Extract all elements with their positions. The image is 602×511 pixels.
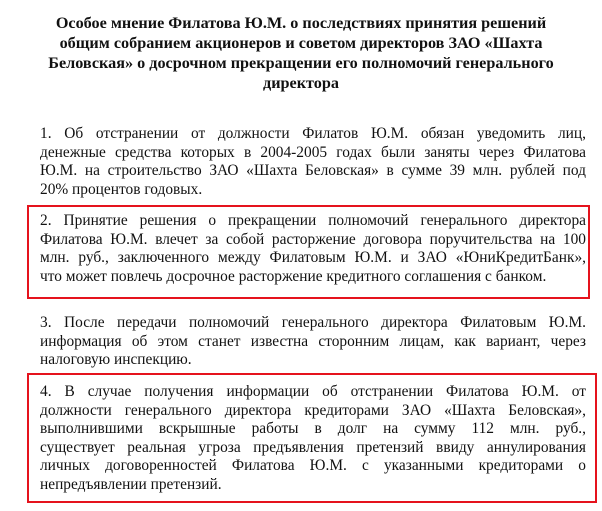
- paragraph-line: выполнившими вскрышные работы в долг на сумму 112 млн. руб.,: [40, 420, 586, 438]
- paragraph-line: должности генерального директора кредиторами ЗАО «Шахта Беловская»,: [40, 401, 586, 419]
- paragraph-line: 4. В случае получения информации об отстранении Филатова Ю.М. от: [40, 383, 586, 400]
- paragraph-line: непредъявлении претензий.: [40, 475, 222, 493]
- paragraph-line: налоговую инспекцию.: [40, 351, 192, 369]
- document-title: [40, 13, 562, 93]
- paragraph-line: 1. Об отстранении от должности Филатов Ю.М. обязан уведомить лиц,: [40, 125, 586, 142]
- title-line: Беловская» о досрочном прекращении его полномочий генерального: [48, 54, 554, 72]
- paragraph-line: 20% процентов годовых.: [40, 180, 203, 198]
- paragraph-line: денежные средства которых в 2004-2005 годах были заняты через Филатова: [40, 143, 586, 161]
- paragraph-2: [40, 212, 586, 286]
- paragraph-4: [40, 383, 586, 495]
- paragraph-line: Ю.М. на строительство ЗАО «Шахта Беловская» в сумме 39 млн. рублей под: [40, 162, 586, 180]
- title-line: общим собранием акционеров и советом директоров ЗАО «Шахта: [59, 34, 543, 52]
- title-line: Особое мнение Филатова Ю.М. о последствиях принятия решений: [55, 14, 547, 32]
- paragraph-line: 3. После передачи полномочий генерального директора Филатовым Ю.М.: [40, 314, 586, 331]
- paragraph-line: млн. руб., заключенного между Филатовым Ю.М. и ЗАО «ЮниКредитБанк»,: [40, 249, 586, 267]
- paragraph-line: Филатова Ю.М. влечет за собой расторжение договора поручительства на 100: [40, 230, 586, 248]
- paragraph-line: информация об этом станет известна сторонним лицам, как вариант, через: [40, 332, 586, 350]
- paragraph-1: [40, 125, 586, 199]
- paragraph-line: личных договоренностей Филатова Ю.М. с указанными кредиторами о: [40, 457, 586, 475]
- paragraph-line: что может повлечь досрочное расторжение кредитного соглашения с банком.: [40, 267, 547, 285]
- paragraph-3: [40, 314, 586, 370]
- paragraph-line: 2. Принятие решения о прекращении полномочий генерального директора: [40, 212, 586, 229]
- title-line: директора: [263, 74, 339, 92]
- paragraph-line: существует реальная угроза предъявления претензий ввиду аннулирования: [40, 438, 586, 456]
